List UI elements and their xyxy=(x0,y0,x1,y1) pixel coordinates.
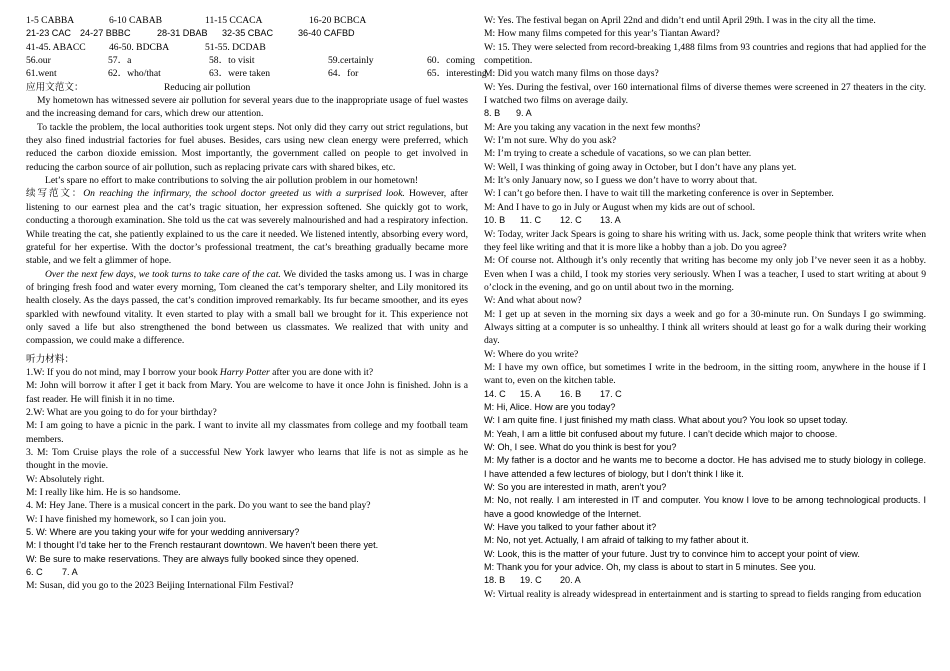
answer-item: 16-20 BCBCA xyxy=(309,15,367,26)
answer-key-line xyxy=(26,566,468,579)
answer-key-line xyxy=(484,214,926,227)
answer-item: 11-15 CCACA xyxy=(205,15,263,26)
answer-key-line xyxy=(484,107,926,120)
listening-label: 听力材料： xyxy=(26,353,74,365)
transcript-line: W: Have you talked to your father about it? xyxy=(484,522,657,533)
transcript-line: M: How many films competed for this year’s Tiantan Award? xyxy=(484,28,720,40)
transcript-line: 4. M: Hey Jane. There is a musical concert in the park. Do you want to see the band play? xyxy=(26,500,371,512)
transcript-line: M: I really like him. He is so handsome. xyxy=(26,487,181,499)
continuation-opening-2: Over the next few days, we took turns to take care of the cat. xyxy=(45,268,281,280)
answer-item: 9. A xyxy=(516,108,532,119)
transcript-line: M: I am going to have a picnic in the park. I want to invite all my classmates from college and my football team members. xyxy=(26,420,468,445)
answer-item: 41-45. ABACC xyxy=(26,41,86,53)
answer-item: 21-23 CAC xyxy=(26,28,71,39)
essay-heading xyxy=(26,81,468,94)
transcript-line: W: I am quite fine. I just finished my math class. What about you? You look so upset today. xyxy=(484,415,848,426)
answer-item: 13. A xyxy=(600,215,621,226)
fill-blank-row-1 xyxy=(26,54,475,67)
answer-key-row-1 xyxy=(26,14,468,27)
answer-item: 36-40 CAFBD xyxy=(298,28,355,39)
transcript-line: M: And I have to go in July or August when my kids are out of school. xyxy=(484,201,755,213)
answer-item: 46-50. BDCBA xyxy=(109,41,170,53)
transcript-line: W: I have finished my homework, so I can join you. xyxy=(26,513,227,525)
fill-item: 59.certainly xyxy=(328,55,374,67)
transcript-line: M: Thank you for your advice. Oh, my class is about to start in 5 minutes. See you. xyxy=(484,562,816,573)
transcript-line: W: Look, this is the matter of your future. Just try to convince him to accept your point of view. xyxy=(484,548,860,559)
essay-label: 应用文范文： xyxy=(26,81,84,93)
transcript-line: M: I get up at seven in the morning six days a week and go for a 30-minute run. On Sundays I go swimming. Always sitting at a computer is so unhealthy. I think all writers should at least go for a walk during their working day. xyxy=(484,308,926,347)
answer-item: 28-31 DBAB xyxy=(157,28,208,39)
answer-key-line xyxy=(484,388,926,401)
answer-item: 6. C xyxy=(26,567,43,578)
essay-paragraph-2: To tackle the problem, the local authorities took urgent steps. Not only did they carry out strict regulations, but they also fined industrial factories for fuel abuses. Besides, cars using new clean energy were preferred, which reduced the carbon dioxide emission. Most importantly, the government called on people to get involved in reducing the carbon source of air pollution, such as replacing private cars with shared bikes, etc. xyxy=(26,121,468,173)
transcript-line: W: And what about now? xyxy=(484,295,582,307)
transcript-line: W: Where do you write? xyxy=(484,348,579,360)
transcript-line: W: I can’t go before then. I have to wait till the marketing conference is over in September. xyxy=(484,188,834,200)
answer-item: 24-27 BBBC xyxy=(80,28,131,39)
transcript-line: W: Today, writer Jack Spears is going to share his writing with us. Jack, some people think that writers write when they feel like writing and that it is more like a hobby than a job. Do you agree? xyxy=(484,228,926,253)
fill-item: 58．to visit xyxy=(209,55,255,67)
essay-paragraph-1: My hometown has witnessed severe air pollution for several years due to the inappropriate usage of fuel wastes and the increasing demand for cars, which drew our attention. xyxy=(26,95,468,120)
answer-key-row-2 xyxy=(26,27,468,40)
fill-item: 63．were taken xyxy=(209,68,271,80)
transcript-line: M: No, not yet. Actually, I am afraid of talking to my father about it. xyxy=(484,535,749,546)
answer-item: 15. A xyxy=(520,388,541,399)
transcript-line: W: Yes. The festival began on April 22nd and didn’t end until April 29th. I was in the city all the time. xyxy=(484,15,876,26)
transcript-line: 2.W: What are you going to do for your birthday? xyxy=(26,406,217,418)
answer-item: 16. B xyxy=(560,388,582,399)
answer-key-line xyxy=(484,574,926,587)
fill-item: 65．interesting xyxy=(427,68,487,80)
transcript-line: M: No, not really. I am interested in IT and computer. You know I love to be among technological products. I have a good knowledge of the Internet. xyxy=(484,495,926,519)
transcript-line: M: My father is a doctor and he wants me to become a doctor. He has advised me to study biology in college. I have attended a few lectures of biology, but I don’t think I like it. xyxy=(484,455,926,479)
transcript-line: 5. W: Where are you taking your wife for your wedding anniversary? xyxy=(26,527,300,538)
answer-item: 51-55. DCDAB xyxy=(205,41,266,53)
answer-item: 1-5 CABBA xyxy=(26,15,75,26)
transcript-line: M: I’m trying to create a schedule of vacations, so we can plan better. xyxy=(484,148,752,160)
transcript-line: W: Oh, I see. What do you think is best for you? xyxy=(484,442,677,452)
right-column xyxy=(484,14,926,601)
transcript-line xyxy=(26,366,468,379)
transcript-text: 1.W: If you do not mind, may I borrow your book xyxy=(26,366,220,378)
transcript-line: M: I have my own office, but sometimes I write in the bedroom, in the sitting room, anywhere in the house if I want to, even on the kitchen table. xyxy=(484,361,926,387)
continuation-opening-1: On reaching the infirmary, the school doctor greeted us with a surprised look. xyxy=(83,188,405,200)
transcript-line: M: Susan, did you go to the 2023 Beijing International Film Festival? xyxy=(26,580,294,592)
book-title: Harry Potter xyxy=(219,366,270,378)
fill-item: 62．who/that xyxy=(108,68,161,80)
transcript-line: W: Yes. During the festival, over 160 international films of diverse themes were screened in 27 theaters in the city. I watched two films on average daily. xyxy=(484,81,926,107)
fill-item: 57．a xyxy=(108,55,132,67)
answer-item: 20. A xyxy=(560,575,581,586)
answer-item: 11. C xyxy=(520,215,542,226)
fill-item: 64．for xyxy=(328,68,359,80)
continuation-paragraph-1 xyxy=(26,187,468,267)
fill-blank-row-2 xyxy=(26,67,487,80)
transcript-line: M: I thought I’d take her to the French restaurant downtown. We haven’t been there yet. xyxy=(26,540,379,551)
transcript-line: M: Yeah, I am a little bit confused about my future. I can’t decide which major to choose. xyxy=(484,428,838,439)
fill-item: 61.went xyxy=(26,68,57,80)
fill-item: 56.our xyxy=(26,55,51,67)
transcript-line: M: Hi, Alice. How are you today? xyxy=(484,401,616,412)
answer-item: 7. A xyxy=(62,567,78,578)
continuation-paragraph-2 xyxy=(26,268,468,348)
continuation-body-1: However, after listening to our earnest plea and the cat’s tragic situation, her expression softened. She quickly got to work, conducting a thorough examination. She told us the cat was severely malnourished and had a respiratory infection. While treating the cat, she patiently explained to us the care it needed. We listened intently, absorbing every word, grateful for her expertise. With the doctor’s professional treatment, the cat’s breathing gradually became more stable, and we felt a glimmer of hope. xyxy=(26,188,468,267)
transcript-line: W: So you are interested in math, aren’t you? xyxy=(484,482,667,493)
transcript-line: W: Be sure to make reservations. They are always fully booked since they opened. xyxy=(26,553,359,564)
continuation-body-2: We divided the tasks among us. I was in charge of bringing fresh food and water every morning, Tom cleaned the cat’s temporary shelter, and Lily monitored its health closely. As the days passed, the cat’s condition improved remarkably. Its fur became smoother, and its eyes sparkled with newfound vitality. It even started to play with a small ball we brought for it. This experience not only saved a life but also strengthened the bond between us classmates. We realized that with unity and compassion, we could make a difference. xyxy=(26,268,468,347)
essay-paragraph-3: Let’s spare no effort to make contributions to solving the air pollution problem in our hometown! xyxy=(45,175,419,187)
answer-item: 19. C xyxy=(520,575,542,586)
answer-item: 6-10 CABAB xyxy=(109,15,163,26)
answer-item: 12. C xyxy=(560,215,582,226)
answer-item: 18. B xyxy=(484,575,506,586)
transcript-line: W: Virtual reality is already widespread in entertainment and is starting to spread to fields ranging from education xyxy=(484,588,922,600)
answer-item: 10. B xyxy=(484,215,506,226)
transcript-line: W: I’m not sure. Why do you ask? xyxy=(484,135,617,147)
transcript-text: after you are done with it? xyxy=(269,366,374,378)
transcript-line: M: Of course not. Although it’s only recently that writing has become my only job I’ve never seen it as a hobby. Even when I was a child, I took my stories very seriously. When I was a teacher, I used to start writing at about 9 o’clock in the evening, and go on until about two in the morning. xyxy=(484,255,926,293)
continuation-label: 续写范文： xyxy=(26,188,84,200)
answer-item: 17. C xyxy=(600,388,622,399)
fill-item: 60．coming xyxy=(427,55,475,67)
left-column xyxy=(26,14,487,593)
transcript-line: M: It’s only January now, so I guess we don’t have to worry about that. xyxy=(484,175,758,187)
transcript-line: W: 15. They were selected from record-breaking 1,488 films from 93 countries and regions that had applied for the competition. xyxy=(484,41,926,67)
answer-item: 14. C xyxy=(484,388,506,399)
answer-item: 8. B xyxy=(484,108,501,119)
transcript-line: M: Are you taking any vacation in the next few months? xyxy=(484,121,701,133)
transcript-line: 3. M: Tom Cruise plays the role of a successful New York lawyer who learns that life is not as simple as he thought in the movie. xyxy=(26,447,468,472)
transcript-line: W: Absolutely right. xyxy=(26,473,105,485)
transcript-line: W: Well, I was thinking of going away in October, but I don’t have any plans yet. xyxy=(484,161,797,173)
transcript-line: M: Did you watch many films on those days? xyxy=(484,68,659,80)
transcript-line: M: John will borrow it after I get it back from Mary. You are welcome to have it once John is finished. John is a fast reader. He will finish it in no time. xyxy=(26,380,468,405)
essay-title: Reducing air pollution xyxy=(164,81,251,93)
answer-key-row-3 xyxy=(26,41,468,54)
answer-item: 32-35 CBAC xyxy=(222,28,274,39)
